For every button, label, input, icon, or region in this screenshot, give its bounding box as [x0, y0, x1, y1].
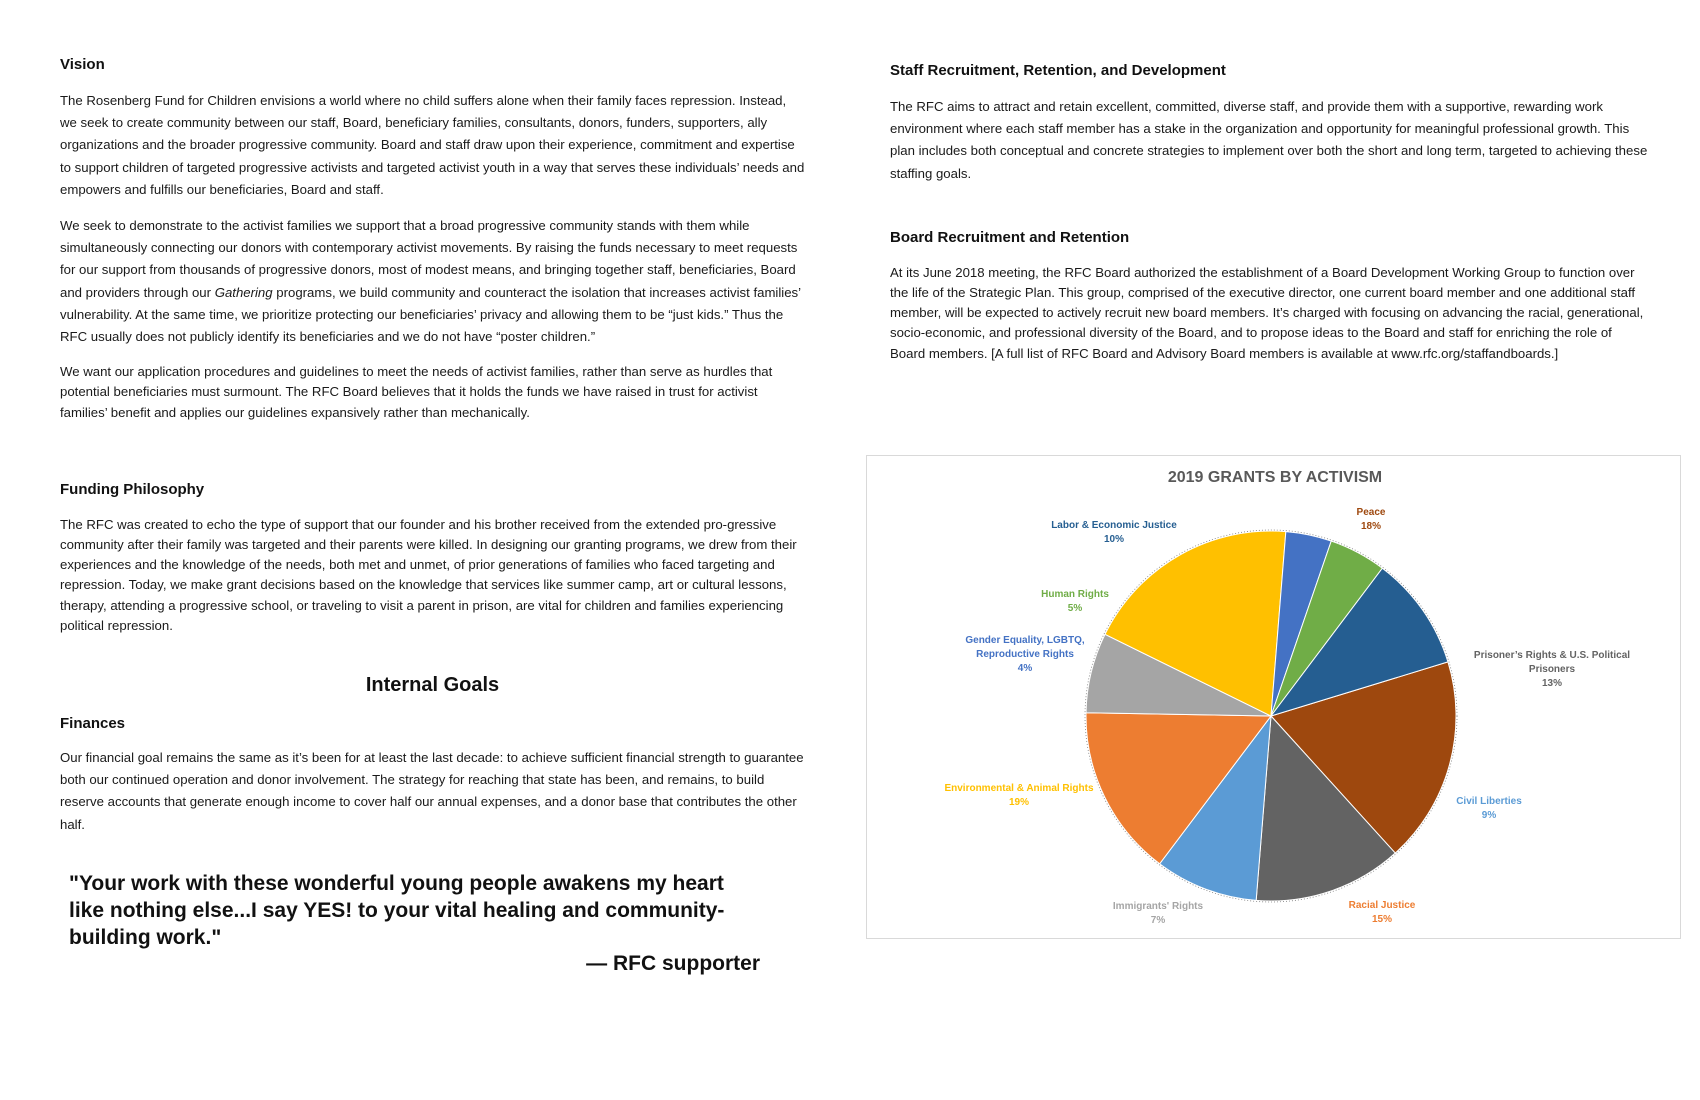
- pie-label-labor-economic-justice: Labor & Economic Justice 10%: [1051, 520, 1177, 545]
- pie-label-human-rights: Human Rights 5%: [1041, 589, 1109, 614]
- pie-label-racial-justice: Racial Justice 15%: [1348, 900, 1416, 925]
- vision-paragraph-2-part-a: We seek to demonstrate to the activist families we support that a broad progressive community stands with them while simultaneously connecting our donors with contemporary activist movements. By raising the funds necessary to meet requests for our support from thousands of progressive donors, most of modest means, and bringing together staff, beneficiaries, Board and providers through our: [60, 218, 798, 300]
- left-column: [60, 56, 805, 976]
- board-paragraph: At its June 2018 meeting, the RFC Board authorized the establishment of a Board Development Working Group to function over the life of the Strategic Plan. This group, comprised of the executive director, one current board member and one additional staff member, will be expected to actively recruit new board members. It’s charged with focusing on advancing the racial, generational, socio-economic, and professional diversity of the Board, and to propose ideas to the Board and staff for enriching the role of Board members. [A full list of RFC Board and Advisory Board members is available at www.rfc.org/staffandboards.]: [890, 264, 1644, 361]
- staff-paragraph: The RFC aims to attract and retain excellent, committed, diverse staff, and provide them with a supportive, rewarding work environment where each staff member has a stake in the organization and opportunity for meaningful professional growth. This plan includes both conceptual and concrete strategies to implement over both the short and long term, targeted to achieving these staffing goals.: [890, 99, 1648, 181]
- vision-paragraph-3: We want our application procedures and guidelines to meet the needs of activist families, rather than serve as hurdles that potential beneficiaries must surmount. The RFC Board believes that it holds the funds we have raised in trust for activist families’ benefit and applies our guidelines expansively rather than mechanically.: [60, 364, 773, 420]
- pie-label-environmental-animal-rights: Environmental & Animal Rights 19%: [944, 783, 1094, 808]
- chart-title: 2019 GRANTS BY ACTIVISM: [1167, 469, 1383, 486]
- pie-slices: [1085, 530, 1457, 902]
- gathering-emphasis: Gathering: [214, 284, 273, 300]
- finances-paragraph: Our financial goal remains the same as it’s been for at least the last decade: to achieve sufficient financial strength to guarantee both our continued operation and donor involvement. The strategy for reaching that state has been, and remains, to build reserve accounts that generate enough income to cover half our annual expenses, and a donor base that contributes the other half.: [60, 750, 804, 832]
- board-heading: Board Recruitment and Retention: [890, 228, 1130, 246]
- pie-label-peace: Peace 18%: [1356, 507, 1386, 532]
- internal-goals-heading: Internal Goals: [365, 674, 500, 697]
- pie-label-immigrants-rights: Immigrants' Rights 7%: [1112, 901, 1204, 926]
- pie-label-prisoner-s-rights-u-s-political-prisoners: Prisoner’s Rights & U.S. Political Prisoners 13%: [1473, 650, 1631, 689]
- vision-paragraph-2: [60, 215, 805, 348]
- vision-heading: Vision: [60, 56, 105, 73]
- funding-paragraph: The RFC was created to echo the type of support that our founder and his brother received from the extended pro-gressive community after their family was targeted and their parents were killed. In designing our granting programs, we drew from their experiences and the knowledge of the needs, both met and unmet, of prior generations of families who faced targeting and repression. Today, we make grant decisions based on the knowledge that services like summer camp, art or cultural lessons, therapy, attending a progressive school, or traveling to visit a parent in prison, are vital for children and families experiencing political repression.: [60, 516, 797, 633]
- right-column: [890, 62, 1650, 364]
- vision-paragraph-2-part-b: programs, we build community and counteract the isolation that increases activist families’ vulnerability. At the same time, we prioritize protecting our beneficiaries’ privacy and allowing them to be “just kids.” Thus the RFC usually does not publicly identify its beneficiaries and we do not have “poster children.”: [60, 284, 801, 345]
- finances-heading: Finances: [60, 715, 126, 733]
- pie-chart-svg: [867, 456, 1682, 940]
- grants-pie-chart: [866, 455, 1681, 939]
- vision-paragraph-1: The Rosenberg Fund for Children envisions a world where no child suffers alone when their family faces repression. Instead, we seek to create community between our staff, Board, beneficiary families, consultants, donors, funders, supporters, ally organizations and the broader progressive community. Board and staff draw upon their experience, commitment and expertise to support children of targeted progressive activists and targeted activist youth in a way that serves these individuals’ needs and empowers and fulfills our beneficiaries, Board and staff.: [60, 93, 805, 197]
- pie-label-gender-equality-lgbtq-reproductive-rights: Gender Equality, LGBTQ, Reproductive Rights 4%: [965, 635, 1085, 674]
- staff-heading: Staff Recruitment, Retention, and Development: [890, 62, 1226, 79]
- quote-text: "Your work with these wonderful young people awakens my heart like nothing else...I say YES! to your vital healing and community-building work.": [69, 871, 725, 949]
- quote-attribution: — RFC supporter: [586, 951, 760, 975]
- supporter-quote: [60, 870, 760, 976]
- funding-heading: Funding Philosophy: [60, 480, 205, 498]
- pie-label-civil-liberties: Civil Liberties 9%: [1456, 796, 1522, 821]
